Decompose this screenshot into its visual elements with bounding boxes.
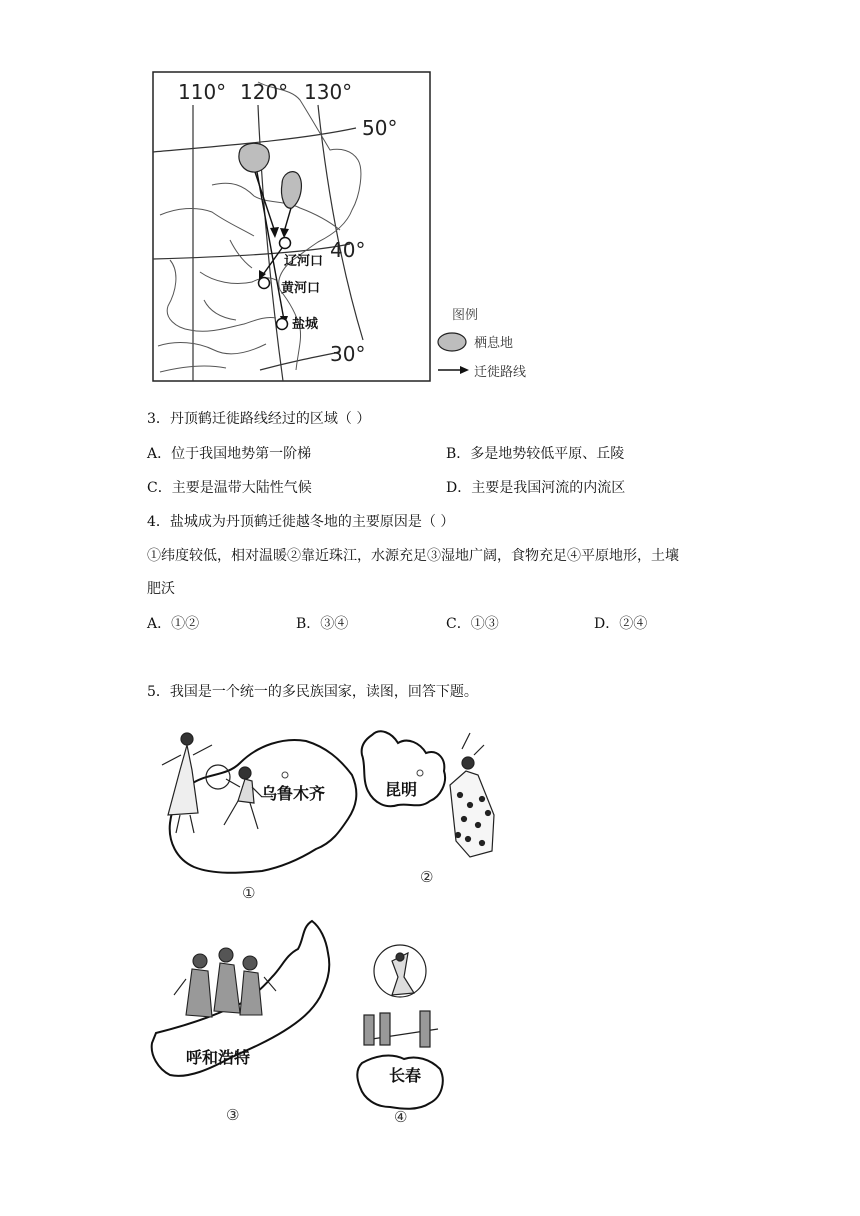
liaohekou-label: 辽河口	[284, 254, 324, 269]
q3-option-b: B．多是地势较低平原、丘陵	[446, 446, 625, 462]
lat-label-30: 30°	[330, 342, 366, 366]
liaohekou-point	[280, 238, 291, 249]
q4-stem: 4．盐城成为丹顶鹤迁徙越冬地的主要原因是（ ）	[147, 514, 455, 530]
lon-label-130: 130°	[304, 80, 353, 104]
q3-option-d: D．主要是我国河流的内流区	[446, 480, 626, 496]
q3-option-a: A．位于我国地势第一阶梯	[147, 446, 312, 462]
mongolian-dancers-icon	[174, 948, 276, 1017]
dai-dancer-icon	[450, 733, 494, 857]
figure-number-4: ④	[394, 1108, 408, 1126]
habitat-west	[239, 143, 269, 172]
huanghekou-point	[259, 278, 270, 289]
legend-route-label: 迁徙路线	[474, 365, 527, 380]
figure-number-2: ②	[420, 868, 434, 886]
korean-dancers-icon	[364, 945, 438, 1047]
legend-habitat-symbol	[438, 333, 466, 351]
lon-label-110: 110°	[178, 80, 227, 104]
urumqi-label: 乌鲁木齐	[261, 784, 326, 803]
q4-option-d: D．②④	[594, 616, 648, 632]
hohhot-label: 呼和浩特	[186, 1048, 251, 1067]
q4-statements-line1: ①纬度较低，相对温暖②靠近珠江，水源充足③湿地广阔，食物充足④平原地形，土壤	[147, 548, 679, 564]
legend-route-arrow	[460, 366, 469, 374]
ethnic-regions-figure	[0, 715, 860, 1135]
huanghekou-label: 黄河口	[281, 281, 321, 296]
yancheng-label: 盐城	[292, 317, 319, 332]
q3-option-c: C．主要是温带大陆性气候	[147, 480, 312, 496]
kunming-dot	[417, 770, 423, 776]
urumqi-dot	[282, 772, 288, 778]
yancheng-point	[277, 319, 288, 330]
q4-option-c: C．①③	[446, 616, 499, 632]
q5-stem: 5．我国是一个统一的多民族国家，读图，回答下题。	[147, 684, 478, 700]
figure-number-1: ①	[242, 884, 256, 902]
legend-habitat-label: 栖息地	[474, 336, 514, 351]
kunming-label: 昆明	[385, 780, 418, 799]
xinjiang-outline	[170, 740, 357, 873]
q4-option-b: B．③④	[296, 616, 349, 632]
lat-label-40: 40°	[330, 238, 366, 262]
crane-migration-map	[0, 0, 860, 400]
changchun-label: 长春	[389, 1066, 422, 1085]
q4-option-a: A．①②	[147, 616, 200, 632]
figure-number-3: ③	[226, 1106, 240, 1124]
q4-statements-line2: 肥沃	[147, 581, 175, 597]
lat-label-50: 50°	[362, 116, 398, 140]
lon-label-120: 120°	[240, 80, 289, 104]
q3-stem: 3．丹顶鹤迁徙路线经过的区域（ ）	[147, 411, 371, 427]
legend-title: 图例	[452, 308, 479, 323]
